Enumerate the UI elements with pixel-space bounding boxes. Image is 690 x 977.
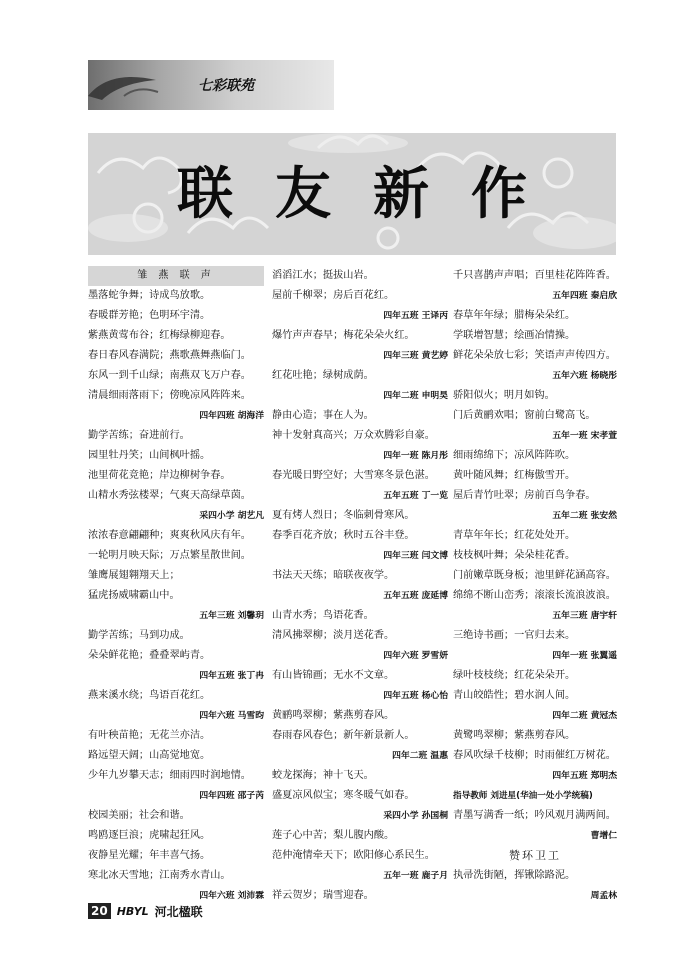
couplet-line: 范仲淹情牵天下；欧阳修心系民生。 [272, 850, 435, 861]
swallow-decoration-icon [84, 66, 164, 106]
author-credit: 四年六班 刘沛霖 [199, 891, 264, 901]
couplet-line: 春日春风春满院；燕歌燕舞燕临门。 [88, 350, 251, 361]
couplet-line: 黄叶随风舞；红梅傲雪开。 [453, 470, 576, 481]
author-credit: 五年二班 张安然 [552, 511, 617, 521]
section-title: 七彩联苑 [198, 78, 254, 94]
couplet-line: 学联增智慧；绘画冶情操。 [453, 330, 576, 341]
couplet-line: 青墨写满香一纸；吟风观月满两间。 [453, 810, 616, 821]
author-credit: 五年一班 宋孝萱 [552, 431, 617, 441]
poem-title: 赞环卫工 [509, 849, 561, 862]
couplet-line: 猛虎扬威啸霸山中。 [88, 590, 180, 601]
author-credit: 四年三班 黄艺婷 [383, 351, 448, 361]
couplet-line: 浓浓春意翩翩种；爽爽秋风庆有年。 [88, 530, 251, 541]
couplet-line: 绵绵不断山峦秀；滚滚长流浪波浪。 [453, 590, 616, 601]
couplet-line: 枝枝枫叶舞；朵朵桂花香。 [453, 550, 576, 561]
couplet-line: 门后黄鹂欢唱；窗前白鹭高飞。 [453, 410, 596, 421]
author-credit: 五年三班 唐宇轩 [552, 611, 617, 621]
author-credit: 五年六班 杨晓彤 [552, 371, 617, 381]
couplet-line: 屋前千柳翠；房后百花红。 [272, 290, 395, 301]
couplet-line: 黄鹂鸣翠柳；紫燕剪春风。 [272, 710, 395, 721]
couplet-line: 春季百花齐放；秋时五谷丰登。 [272, 530, 415, 541]
author-credit: 四年二班 黄冠杰 [552, 711, 617, 721]
author-credit: 四年六班 马雪昀 [199, 711, 264, 721]
couplet-line: 红花吐艳；绿树成荫。 [272, 370, 374, 381]
couplet-line: 春风吹绿千枝柳；时雨催红万树花。 [453, 750, 616, 761]
author-credit: 四年三班 闫文博 [383, 551, 448, 561]
couplet-line: 勤学苦练；马到功成。 [88, 630, 190, 641]
couplet-line: 盛夏凉风似宝；寒冬暖气如春。 [272, 790, 415, 801]
couplet-line: 滔滔江水；挺拔山岩。 [272, 270, 374, 281]
couplet-line: 园里牡丹笑；山间枫叶摇。 [88, 450, 211, 461]
author-credit: 五年一班 鹿子月 [383, 871, 448, 881]
couplet-line: 朵朵鲜花艳；叠叠翠屿青。 [88, 650, 211, 661]
couplet-line: 骄阳似火；明月如钩。 [453, 390, 555, 401]
couplet-line: 勤学苦练；奋进前行。 [88, 430, 190, 441]
couplet-line: 细雨绵绵下；凉风阵阵吹。 [453, 450, 576, 461]
couplet-line: 鸣鸥逐巨浪；虎啸起狂风。 [88, 830, 211, 841]
couplet-line: 千只喜鹊声声唱；百里桂花阵阵香。 [453, 270, 616, 281]
author-credit: 四年二班 温惠 [392, 751, 448, 761]
author-credit: 曹增仁 [590, 831, 617, 841]
author-credit: 五年五班 丁一览 [383, 491, 448, 501]
couplet-line: 春雨春风春色；新年新景新人。 [272, 730, 415, 741]
hero-title: 联友新作 [177, 162, 569, 227]
author-credit: 四年五班 张丁冉 [199, 671, 264, 681]
couplet-line: 春光暖日野空好；大雪寒冬景色湛。 [272, 470, 435, 481]
couplet-line: 黄鹭鸣翠柳；紫燕剪春风。 [453, 730, 576, 741]
couplet-line: 春草年年绿；腊梅朵朵红。 [453, 310, 576, 321]
couplet-line: 山青水秀；鸟语花香。 [272, 610, 374, 621]
author-credit: 五年三班 刘馨玥 [199, 611, 264, 621]
author-credit: 四年一班 张翼遥 [552, 651, 617, 661]
author-credit: 四年四班 邵子芮 [199, 791, 264, 801]
couplet-line: 三绝诗书画；一官归去来。 [453, 630, 576, 641]
author-credit: 采四小学 胡艺凡 [199, 511, 264, 521]
couplet-line: 山精水秀弦楼翠；气爽天高绿草茵。 [88, 490, 251, 501]
poem-column-2 [272, 266, 448, 906]
couplet-line: 一轮明月映天际；万点繁星散世间。 [88, 550, 251, 561]
page-number: 20 [88, 903, 111, 919]
couplet-line: 校园美丽；社会和谐。 [88, 810, 190, 821]
couplet-line: 夜静星光耀；年丰喜气扬。 [88, 850, 211, 861]
couplet-line: 屋后青竹吐翠；房前百鸟争春。 [453, 490, 596, 501]
couplet-line: 门前嫩草既身板；池里鲜花涵高容。 [453, 570, 616, 581]
author-credit: 四年五班 郑明杰 [552, 771, 617, 781]
page-footer [88, 900, 203, 922]
teacher-note: 指导教师 刘进星(华油一处小学统稿) [453, 791, 593, 801]
couplet-line: 寒北冰天雪地；江南秀水青山。 [88, 870, 231, 881]
author-credit: 四年四班 胡海洋 [199, 411, 264, 421]
couplet-line: 青草年年长；红花处处开。 [453, 530, 576, 541]
poem-column-3 [453, 266, 617, 906]
couplet-line: 书法天天练；暗联夜夜学。 [272, 570, 395, 581]
couplet-line: 祥云贺岁；瑞雪迎春。 [272, 890, 374, 901]
poem-column-1 [88, 266, 264, 906]
couplet-line: 清风拂翠柳；淡月送花香。 [272, 630, 395, 641]
author-credit: 五年四班 秦启欣 [552, 291, 617, 301]
author-credit: 周孟林 [590, 891, 617, 901]
couplet-line: 燕来溪水绕；鸟语百花红。 [88, 690, 211, 701]
couplet-line: 墨落蛇争舞；诗成鸟放歌。 [88, 290, 211, 301]
couplet-line: 夏有烤人烈日；冬临刺骨寒风。 [272, 510, 415, 521]
couplet-line: 绿叶枝枝绕；红花朵朵开。 [453, 670, 576, 681]
couplet-line: 执帚洗街陋，挥锹除路泥。 [453, 870, 576, 881]
couplet-line: 东风一到千山绿；南燕双飞万户春。 [88, 370, 251, 381]
couplet-line: 神十发射真高兴；万众欢腾彩自豪。 [272, 430, 435, 441]
couplet-line: 春暖群芳艳；色明环宇清。 [88, 310, 211, 321]
couplet-line: 池里荷花竞艳；岸边柳树争春。 [88, 470, 231, 481]
author-credit: 四年六班 罗雪妍 [383, 651, 448, 661]
couplet-line: 紫燕黄莺布谷；红梅绿柳迎春。 [88, 330, 231, 341]
author-credit: 五年五班 庞延博 [383, 591, 448, 601]
couplet-line: 莲子心中苦；梨儿腹内酸。 [272, 830, 395, 841]
author-credit: 四年一班 陈月彤 [383, 451, 448, 461]
couplet-line: 爆竹声声春早；梅花朵朵火红。 [272, 330, 415, 341]
author-credit: 四年二班 申明昊 [383, 391, 448, 401]
couplet-line: 雏鹰展翅翱翔天上； [88, 570, 180, 581]
hero-banner [88, 133, 616, 255]
couplet-line: 路远望天阔；山高觉地宽。 [88, 750, 211, 761]
couplet-line: 有山皆锦画；无水不文章。 [272, 670, 395, 681]
magazine-name: 河北楹联 [154, 904, 203, 919]
couplet-line: 静由心造；事在人为。 [272, 410, 374, 421]
couplet-line: 清晨细雨落雨下；傍晚凉风阵阵来。 [88, 390, 251, 401]
brand-mark: HBYL [116, 904, 149, 918]
author-credit: 四年五班 王译丙 [383, 311, 448, 321]
author-credit: 四年五班 杨心怡 [383, 691, 448, 701]
couplet-line: 少年九岁攀天志；细雨四时润地情。 [88, 770, 251, 781]
section-heading: 雏 燕 联 声 [88, 266, 264, 286]
couplet-line: 青山皎皓性；碧水润人间。 [453, 690, 576, 701]
couplet-line: 蛟龙探海；神十飞天。 [272, 770, 374, 781]
couplet-line: 有叶秧苗艳；无花兰亦洁。 [88, 730, 211, 741]
author-credit: 采四小学 孙国桐 [383, 811, 448, 821]
couplet-line: 鲜花朵朵放七彩；笑语声声传四方。 [453, 350, 616, 361]
